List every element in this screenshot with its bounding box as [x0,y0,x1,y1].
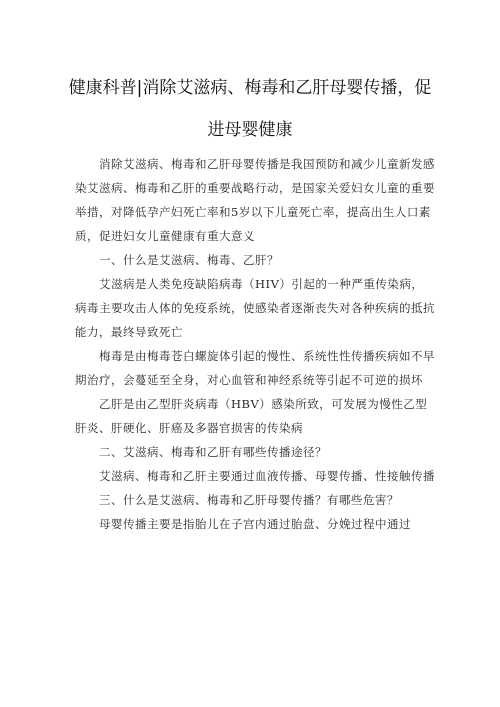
section-heading-3: 三、什么是艾滋病、梅毒和乙肝母婴传播？有哪些危害？ [99,493,399,507]
paragraph-aids: 艾滋病是人类免疫缺陷病毒（HIV）引起的一种严重传染病，病毒主要攻击人体的免疫系统，使感染者逐渐丧失对各种疾病的抵抗能力，最终导致死亡 [75,277,435,339]
section-heading-1: 一、什么是艾滋病、梅毒、乙肝？ [99,253,279,267]
paragraph-hepatitis-b: 乙肝是由乙型肝炎病毒（HBV）感染所致，可发展为慢性乙型肝炎、肝硬化、肝癌及多器官损害的传染病 [75,397,428,435]
paragraph-transmission: 艾滋病、梅毒和乙肝主要通过血液传播、母婴传播、性接触传播 [99,469,435,483]
paragraph-mother-to-child: 母婴传播主要是指胎儿在子宫内通过胎盘、分娩过程中通过 [99,517,411,531]
document-title-line-2: 进母婴健康 [207,120,293,140]
paragraph-intro: 消除艾滋病、梅毒和乙肝母婴传播是我国预防和减少儿童新发感染艾滋病、梅毒和乙肝的重要战略行动，是国家关爱妇女儿童的重要举措，对降低孕产妇死亡率和5岁以下儿童死亡率，提高出生人口素质，促进妇女儿童健康有重大意义 [75,157,435,243]
section-heading-2: 二、艾滋病、梅毒和乙肝有哪些传播途径？ [99,445,327,459]
paragraph-syphilis: 梅毒是由梅毒苍白螺旋体引起的慢性、系统性性传播疾病如不早期治疗，会蔓延至全身，对心血管和神经系统等引起不可逆的损坏 [75,349,435,387]
document-title-line-1: 健康科普|消除艾滋病、梅毒和乙肝母婴传播，促 [68,78,432,98]
document-body [75,152,435,536]
